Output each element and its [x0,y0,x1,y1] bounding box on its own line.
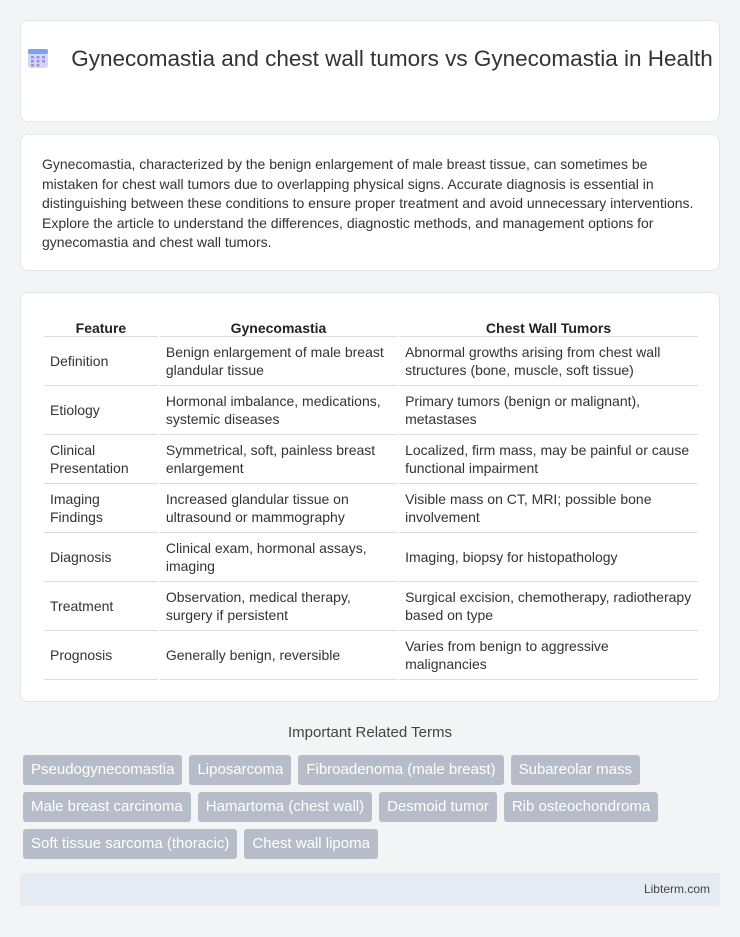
related-term-tag[interactable]: Rib osteochondroma [504,792,658,822]
related-term-tag[interactable]: Desmoid tumor [379,792,497,822]
footer-site-link[interactable]: Libterm.com [643,882,710,896]
row-gynecomastia: Generally benign, reversible [160,631,397,680]
row-gynecomastia: Benign enlargement of male breast glandular tissue [160,337,397,386]
row-feature: Diagnosis [44,533,158,582]
footer-bar [20,873,720,906]
related-terms-list [23,755,713,866]
row-gynecomastia: Symmetrical, soft, painless breast enlargement [160,435,397,484]
related-terms-heading: Important Related Terms [288,724,452,741]
row-feature: Definition [44,337,158,386]
table-row [44,631,698,680]
related-term-tag[interactable]: Pseudogynecomastia [23,755,182,785]
header-card [20,20,720,122]
row-gynecomastia: Hormonal imbalance, medications, systemic diseases [160,386,397,435]
table-row [44,435,698,484]
table-row [44,484,698,533]
header-chest-wall-tumors: Chest Wall Tumors [399,315,698,337]
header-feature: Feature [44,315,158,337]
related-term-tag[interactable]: Subareolar mass [511,755,640,785]
row-gynecomastia: Clinical exam, hormonal assays, imaging [160,533,397,582]
calendar-grid-icon [27,47,49,69]
table-row [44,533,698,582]
table-row [44,582,698,631]
related-term-tag[interactable]: Fibroadenoma (male breast) [298,755,503,785]
row-chest-wall-tumors: Primary tumors (benign or malignant), metastases [399,386,698,435]
row-chest-wall-tumors: Localized, firm mass, may be painful or cause functional impairment [399,435,698,484]
row-feature: Etiology [44,386,158,435]
comparison-table-card [20,292,720,702]
row-gynecomastia: Increased glandular tissue on ultrasound or mammography [160,484,397,533]
related-term-tag[interactable]: Liposarcoma [189,755,291,785]
row-feature: Treatment [44,582,158,631]
row-chest-wall-tumors: Imaging, biopsy for histopathology [399,533,698,582]
table-header-row [44,315,698,337]
row-chest-wall-tumors: Abnormal growths arising from chest wall structures (bone, muscle, soft tissue) [399,337,698,386]
row-chest-wall-tumors: Surgical excision, chemotherapy, radiotherapy based on type [399,582,698,631]
related-term-tag[interactable]: Soft tissue sarcoma (thoracic) [23,829,237,859]
related-term-tag[interactable]: Chest wall lipoma [244,829,378,859]
row-chest-wall-tumors: Varies from benign to aggressive malignancies [399,631,698,680]
comparison-table [42,315,700,680]
row-chest-wall-tumors: Visible mass on CT, MRI; possible bone involvement [399,484,698,533]
header-gynecomastia: Gynecomastia [160,315,397,337]
row-gynecomastia: Observation, medical therapy, surgery if persistent [160,582,397,631]
related-term-tag[interactable]: Male breast carcinoma [23,792,191,822]
intro-card [20,134,720,271]
intro-paragraph: Gynecomastia, characterized by the benign enlargement of male breast tissue, can sometimes be mistaken for chest wall tumors due to overlapping physical signs. Accurate diagnosis is essential in distinguishing between these conditions to ensure proper treatment and avoid unnecessary interventions. Explore the article to understand the differences, diagnostic methods, and management options for gynecomastia and chest wall tumors. [42,156,694,250]
row-feature: Imaging Findings [44,484,158,533]
related-term-tag[interactable]: Hamartoma (chest wall) [198,792,372,822]
table-row [44,386,698,435]
page-title-text: Gynecomastia and chest wall tumors vs Gynecomastia in Health [71,46,713,71]
row-feature: Prognosis [44,631,158,680]
row-feature: Clinical Presentation [44,435,158,484]
page-title [21,44,719,73]
table-row [44,337,698,386]
